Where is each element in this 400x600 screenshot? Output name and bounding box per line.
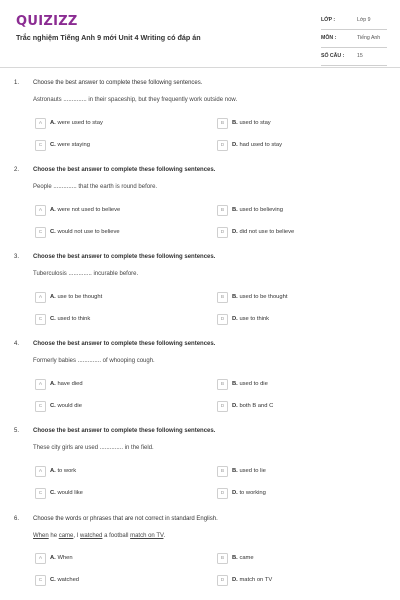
meta-label: SỐ CÂU : xyxy=(321,53,345,59)
option-letter: B. xyxy=(232,380,238,387)
option-letter: A. xyxy=(50,293,56,300)
option-letter: C. xyxy=(50,228,56,235)
question-number: 4. xyxy=(14,341,20,347)
option-box: D xyxy=(217,488,228,499)
option-box: B xyxy=(217,466,228,477)
sentence-text: he xyxy=(48,533,59,539)
quizizz-logo: QUIZIZZ xyxy=(16,14,78,29)
option-text: came xyxy=(239,554,254,561)
option-text: used to lie xyxy=(239,467,266,474)
meta-panel xyxy=(321,12,387,66)
option-letter: A. xyxy=(50,554,56,561)
option-letter: A. xyxy=(50,119,56,126)
question-sentence xyxy=(33,533,165,539)
option-box: D xyxy=(217,575,228,586)
option-text: have died xyxy=(57,380,83,387)
option-text: to work xyxy=(57,467,77,474)
question-prompt: Choose the best answer to complete these following sentences. xyxy=(33,254,216,260)
option-text: When xyxy=(57,554,73,561)
meta-row-question-count xyxy=(321,48,387,66)
option-letter: D. xyxy=(232,228,238,235)
option-box: A xyxy=(35,466,46,477)
question-prompt: Choose the best answer to complete these following sentences. xyxy=(33,341,216,347)
option-text: used to stay xyxy=(239,119,271,126)
underlined-phrase: came xyxy=(58,533,74,539)
question-number: 5. xyxy=(14,428,20,434)
meta-value: Lớp 9 xyxy=(357,17,371,23)
option-box: A xyxy=(35,379,46,390)
option-text: were not used to believe xyxy=(57,206,121,213)
option-box: B xyxy=(217,292,228,303)
option-text: watched xyxy=(57,576,80,583)
question-prompt: Choose the best answer to complete these following sentences. xyxy=(33,167,216,173)
option-letter: D. xyxy=(232,315,238,322)
option-letter: B. xyxy=(232,293,238,300)
option-box: B xyxy=(217,379,228,390)
option-box: A xyxy=(35,118,46,129)
option-letter: D. xyxy=(232,576,238,583)
option-box: C xyxy=(35,140,46,151)
option-box: C xyxy=(35,488,46,499)
option-box: D xyxy=(217,401,228,412)
option-text: used to be thought xyxy=(239,293,288,300)
option-box: C xyxy=(35,575,46,586)
underlined-phrase: When xyxy=(33,533,49,539)
option-text: use to think xyxy=(239,315,270,322)
document-title: Trắc nghiệm Tiếng Anh 9 mới Unit 4 Writing có đáp án xyxy=(16,33,201,42)
meta-label: MÔN : xyxy=(321,35,337,41)
question-sentence: Astronauts .............. in their spaceship, but they frequently work outside now. xyxy=(33,97,238,103)
question-number: 2. xyxy=(14,167,20,173)
option-letter: A. xyxy=(50,206,56,213)
option-letter: C. xyxy=(50,315,56,322)
option-letter: D. xyxy=(232,402,238,409)
option-box: D xyxy=(217,140,228,151)
option-box: D xyxy=(217,227,228,238)
option-letter: C. xyxy=(50,576,56,583)
option-box: B xyxy=(217,553,228,564)
meta-row-grade xyxy=(321,12,387,30)
option-letter: D. xyxy=(232,489,238,496)
option-text: to working xyxy=(239,489,266,496)
option-text: used to die xyxy=(239,380,268,387)
underlined-phrase: watched xyxy=(80,533,103,539)
sentence-text: a football xyxy=(102,533,131,539)
meta-value: 15 xyxy=(357,53,363,59)
option-text: used to believing xyxy=(239,206,283,213)
question-prompt: Choose the best answer to complete these following sentences. xyxy=(33,80,203,86)
question-sentence: These city girls are used .............. in the field. xyxy=(33,445,154,451)
option-text: match on TV xyxy=(239,576,273,583)
option-text: used to think xyxy=(57,315,91,322)
option-text: would not use to believe xyxy=(57,228,120,235)
underlined-phrase: match on TV xyxy=(130,533,164,539)
option-box: D xyxy=(217,314,228,325)
option-letter: B. xyxy=(232,119,238,126)
option-box: C xyxy=(35,227,46,238)
meta-row-subject xyxy=(321,30,387,48)
meta-label: LỚP : xyxy=(321,17,336,23)
question-prompt: Choose the words or phrases that are not correct in standard English. xyxy=(33,516,218,522)
option-letter: C. xyxy=(50,402,56,409)
sentence-text: . xyxy=(163,533,166,539)
option-box: B xyxy=(217,118,228,129)
option-text: were used to stay xyxy=(57,119,103,126)
option-box: A xyxy=(35,553,46,564)
option-letter: D. xyxy=(232,141,238,148)
option-text: would die xyxy=(57,402,82,409)
option-text: had used to stay xyxy=(239,141,282,148)
question-number: 6. xyxy=(14,516,20,522)
option-letter: A. xyxy=(50,380,56,387)
option-box: A xyxy=(35,292,46,303)
option-box: B xyxy=(217,205,228,216)
header-divider xyxy=(0,67,400,68)
option-letter: C. xyxy=(50,489,56,496)
option-text: did not use to believe xyxy=(239,228,295,235)
question-prompt: Choose the best answer to complete these following sentences. xyxy=(33,428,216,434)
meta-value: Tiếng Anh xyxy=(357,35,381,41)
option-letter: C. xyxy=(50,141,56,148)
option-letter: B. xyxy=(232,554,238,561)
question-sentence: People .............. that the earth is round before. xyxy=(33,184,158,190)
option-text: would like xyxy=(57,489,83,496)
option-letter: B. xyxy=(232,467,238,474)
option-box: C xyxy=(35,314,46,325)
option-box: C xyxy=(35,401,46,412)
question-sentence: Formerly babies .............. of whooping cough. xyxy=(33,358,155,364)
option-letter: A. xyxy=(50,467,56,474)
sentence-text: , I xyxy=(73,533,81,539)
option-box: A xyxy=(35,205,46,216)
option-letter: B. xyxy=(232,206,238,213)
option-text: both B and C xyxy=(239,402,274,409)
question-sentence: Tuberculosis .............. incurable before. xyxy=(33,271,139,277)
question-number: 3. xyxy=(14,254,20,260)
question-number: 1. xyxy=(14,80,20,86)
option-text: were staying xyxy=(57,141,90,148)
option-text: use to be thought xyxy=(57,293,103,300)
